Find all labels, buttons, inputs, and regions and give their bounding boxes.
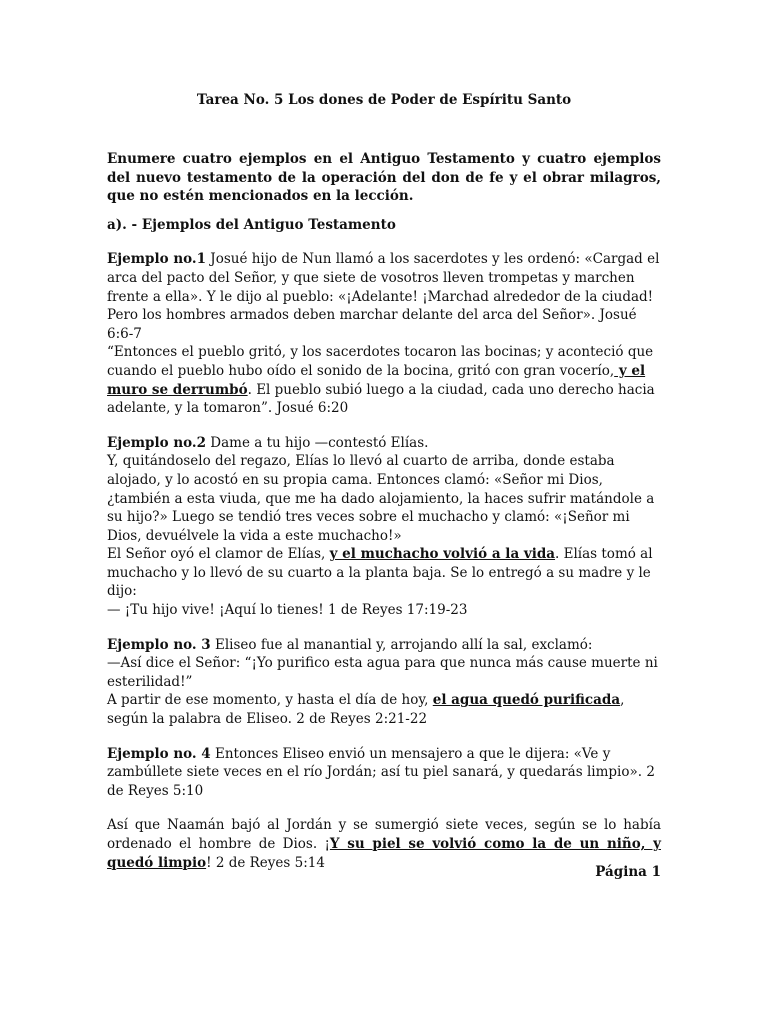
example-3-highlight: el agua quedó purificada [432,692,621,709]
example-1-paragraph-2: “Entonces el pueblo gritó, y los sacerdotes tocaron las bocinas; y aconteció que cuando el pueblo hubo oído el sonido de la bocina, gritó con gran vocerío, y el muro se derrumbó. El pueblo subió luego a la ciudad, cada uno derecho hacia adelante, y la tomaron”. Josué 6:20 [107,344,655,417]
example-3-paragraph-3: A partir de ese momento, y hasta el día de hoy, el agua quedó purificada, según la palabra de Eliseo. 2 de Reyes 2:21-22 [107,692,625,728]
example-3-paragraph-1: Ejemplo no. 3 Eliseo fue al manantial y, arrojando allí la sal, exclamó: [107,636,593,653]
example-3 [107,636,661,729]
example-2-paragraph-1: Ejemplo no.2 Dame a tu hijo —contestó Elías. [107,434,429,451]
example-2-highlight: y el muchacho volvió a la vida [329,546,556,563]
document-body [107,150,661,886]
example-2-paragraph-4: — ¡Tu hijo vive! ¡Aquí lo tienes! 1 de Reyes 17:19-23 [107,602,468,619]
example-1-paragraph-1: Ejemplo no.1 Josué hijo de Nun llamó a los sacerdotes y les ordenó: «Cargad el arca del pacto del Señor, y que siete de vosotros lleven trompetas y marchen frente a ella». Y le dijo al pueblo: «¡Adelante! ¡Marchad alrededor de la ciudad! Pero los hombres armados deben marchar delante del arca del Señor». Josué 6:6-7 [107,251,660,342]
example-1-label: Ejemplo no.1 [107,251,206,268]
example-2-paragraph-2: Y, quitándoselo del regazo, Elías lo llevó al cuarto de arriba, donde estaba alojado, y lo acostó en su propia cama. Entonces clamó: «Señor mi Dios, ¿también a esta viuda, que me ha dado alojamiento, la haces sufrir matándole a su hijo?» Luego se tendió tres veces sobre el muchacho y clamó: «¡Señor mi Dios, devuélvele la vida a este muchacho!» [107,453,655,544]
example-3-paragraph-2: —Así dice el Señor: “¡Yo purifico esta agua para que nunca más cause muerte ni esterilidad!” [107,655,658,690]
example-4-highlight: Y su piel se volvió como la de un niño, y quedó limpio [107,836,661,871]
assignment-instructions: Enumere cuatro ejemplos en el Antiguo Testamento y cuatro ejemplos del nuevo testamento de la operación del don de fe y el obrar milagros, que no estén mencionados en la lección. [107,151,661,205]
page-number: Página 1 [595,864,661,880]
example-1-highlight: y el muro se derrumbó [107,362,646,398]
page-title: Tarea No. 5 Los dones de Poder de Espíritu Santo [196,92,572,108]
example-4 [107,745,661,801]
section-heading: a). - Ejemplos del Antiguo Testamento [107,216,396,233]
example-4-paragraph-1: Ejemplo no. 4 Entonces Eliseo envió un mensajero a que le dijera: «Ve y zambúllete siete veces en el río Jordán; así tu piel sanará, y quedarás limpio». 2 de Reyes 5:10 [107,745,655,799]
example-4-label: Ejemplo no. 4 [107,745,211,762]
example-3-label: Ejemplo no. 3 [107,636,211,653]
example-2 [107,434,661,620]
example-4-continuation: Así que Naamán bajó al Jordán y se sumergió siete veces, según se lo había ordenado el hombre de Dios. ¡Y su piel se volvió como la de un niño, y quedó limpio! 2 de Reyes 5:14 [107,817,661,871]
example-2-label: Ejemplo no.2 [107,434,206,451]
example-1 [107,250,661,417]
example-2-paragraph-3: El Señor oyó el clamor de Elías, y el muchacho volvió a la vida. Elías tomó al muchacho y lo llevó de su cuarto a la planta baja. Se lo entregó a su madre y le dijo: [107,546,653,600]
